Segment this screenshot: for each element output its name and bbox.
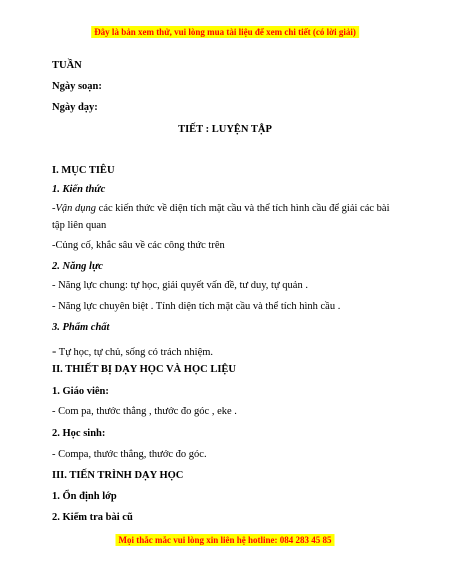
section-objectives-heading: I. MỤC TIÊU: [52, 165, 115, 176]
quality-dash: -: [52, 343, 57, 358]
lesson-title: TIẾT : LUYỆN TẬP: [178, 124, 272, 135]
date-prepared-label: Ngày soạn:: [52, 81, 102, 92]
knowledge-line-1-rest: các kiến thức về diện tích mặt cầu và thể tích hình cầu để giải các bài: [96, 203, 390, 214]
hotline-banner: Mọi thắc mắc vui lòng xin liên hệ hotline: 084 283 45 85: [115, 534, 334, 546]
knowledge-line-1: [52, 203, 389, 214]
knowledge-heading: 1. Kiến thức: [52, 184, 106, 195]
knowledge-apply-emphasis: Vận dụng: [55, 203, 97, 214]
procedure-step-2: 2. Kiểm tra bài cũ: [52, 512, 133, 523]
quality-line-1: [52, 343, 213, 359]
knowledge-dash: -: [52, 203, 56, 214]
teacher-heading: 1. Giáo viên:: [52, 386, 109, 397]
competency-line-1: - Năng lực chung: tự học, giải quyết vấn đề, tư duy, tự quản .: [52, 280, 308, 291]
procedure-step-1: 1. Ổn định lớp: [52, 491, 117, 502]
knowledge-line-3: -Củng cố, khắc sâu về các công thức trên: [52, 240, 225, 251]
date-taught-label: Ngày dạy:: [52, 102, 98, 113]
competency-line-2: - Năng lực chuyên biệt . Tính diện tích mặt cầu và thể tích hình cầu .: [52, 301, 341, 312]
section-equipment-heading: II. THIẾT BỊ DẠY HỌC VÀ HỌC LIỆU: [52, 364, 236, 375]
student-line: - Compa, thước thẳng, thước đo góc.: [52, 449, 207, 460]
quality-line-1-text: Tự học, tự chủ, sống có trách nhiệm.: [56, 347, 214, 358]
quality-heading: 3. Phẩm chất: [52, 322, 110, 333]
teacher-line: - Com pa, thước thẳng , thước đo góc , eke .: [52, 406, 237, 417]
week-label: TUẦN: [52, 60, 82, 71]
preview-notice-banner: Đây là bản xem thử, vui lòng mua tài liệu để xem chi tiết (có lời giải): [91, 26, 359, 38]
student-heading: 2. Học sinh:: [52, 428, 106, 439]
knowledge-line-2: tập liên quan: [52, 220, 107, 231]
competency-heading: 2. Năng lực: [52, 261, 103, 272]
section-procedure-heading: III. TIẾN TRÌNH DẠY HỌC: [52, 470, 184, 481]
